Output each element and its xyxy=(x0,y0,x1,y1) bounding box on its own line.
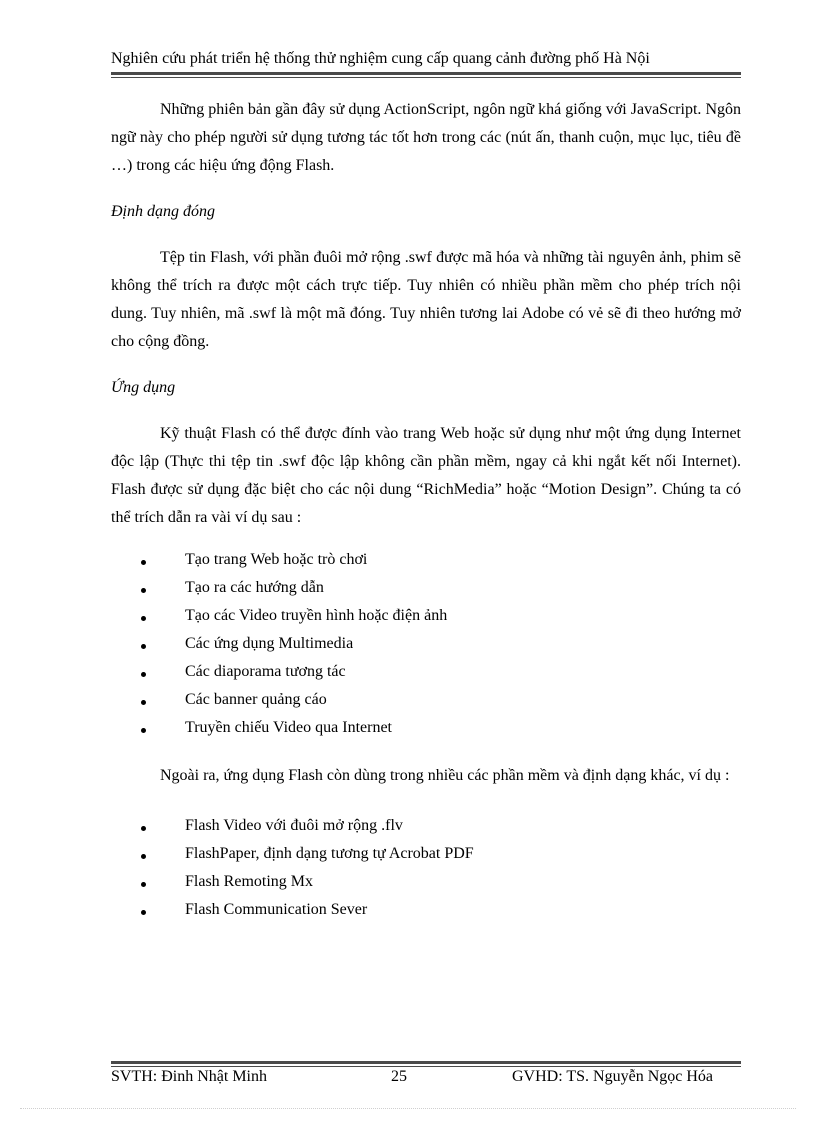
usage-paragraph-2: Ngoài ra, ứng dụng Flash còn dùng trong nhiều các phần mềm và định dạng khác, ví dụ : xyxy=(160,767,730,784)
format-paragraph: Tệp tin Flash, với phần đuôi mở rộng .swf được mã hóa và những tài nguyên ảnh, phim sẽ không thể trích ra được một cách trực tiếp. Tuy nhiên có nhiều phần mềm cho phép trích nội dung. Tuy nhiên, mã .swf là một mã đóng. Tuy nhiên tương lai Adobe có vẻ sẽ đi theo hướng mở cho cộng đồng. xyxy=(111,249,741,350)
footer-advisor: GVHD: TS. Nguyễn Ngọc Hóa xyxy=(512,1068,714,1085)
list-item xyxy=(111,602,741,630)
bullet-icon xyxy=(141,672,146,677)
bullet-icon xyxy=(141,560,146,565)
list-item xyxy=(111,630,741,658)
section-heading-usage: Ứng dụng xyxy=(111,379,176,396)
list-item xyxy=(111,574,741,602)
list-item xyxy=(111,812,741,840)
list-item-text: Các ứng dụng Multimedia xyxy=(185,635,354,652)
list-item xyxy=(111,546,741,574)
bullet-icon xyxy=(141,616,146,621)
footer-student: SVTH: Đinh Nhật Minh xyxy=(111,1068,267,1085)
list-item-text: Truyền chiếu Video qua Internet xyxy=(185,719,392,736)
list-item-text: Flash Video với đuôi mở rộng .flv xyxy=(185,817,403,834)
bullet-icon xyxy=(141,588,146,593)
intro-paragraph: Những phiên bản gần đây sử dụng ActionScript, ngôn ngữ khá giống với JavaScript. Ngôn ngữ này cho phép người sử dụng tương tác tốt hơn trong các (nút ấn, thanh cuộn, mục lục, tiêu đề …) trong các hiệu ứng động Flash. xyxy=(111,101,741,174)
list-item-text: Tạo các Video truyền hình hoặc điện ảnh xyxy=(185,607,448,624)
spacer xyxy=(111,790,741,812)
formats-bullet-list xyxy=(111,812,741,924)
list-item-text: Flash Remoting Mx xyxy=(185,873,314,890)
list-item-text: Flash Communication Sever xyxy=(185,901,368,918)
spacer xyxy=(111,402,741,420)
list-item-text: Các diaporama tương tác xyxy=(185,663,346,680)
list-item xyxy=(111,840,741,868)
list-item-text: Tạo ra các hướng dẫn xyxy=(185,579,324,596)
running-header: Nghiên cứu phát triển hệ thống thử nghiệm cung cấp quang cảnh đường phố Hà Nội xyxy=(111,50,650,67)
usage-bullet-list xyxy=(111,546,741,742)
usage-paragraph: Kỹ thuật Flash có thể được đính vào trang Web hoặc sử dụng như một ứng dụng Internet độc lập (Thực thi tệp tin .swf độc lập không cần phần mềm, ngay cả khi ngắt kết nối Internet). Flash được sử dụng đặc biệt cho các nội dung “RichMedia” hoặc “Motion Design”. Chúng ta có thể trích dẫn ra vài ví dụ sau : xyxy=(111,425,741,526)
spacer xyxy=(111,180,741,198)
list-item xyxy=(111,658,741,686)
list-item-text: Các banner quảng cáo xyxy=(185,691,327,708)
spacer xyxy=(111,742,741,762)
footer-rule-thick xyxy=(111,1061,741,1064)
footer-rule-thin xyxy=(111,1066,741,1067)
bullet-icon xyxy=(141,882,146,887)
list-item xyxy=(111,896,741,924)
spacer xyxy=(111,226,741,244)
list-item xyxy=(111,714,741,742)
list-item-text: FlashPaper, định dạng tương tự Acrobat PDF xyxy=(185,845,474,862)
bullet-icon xyxy=(141,644,146,649)
section-heading-format: Định dạng đóng xyxy=(111,203,215,220)
bullet-icon xyxy=(141,910,146,915)
page-edge-dotted-line xyxy=(20,1108,796,1109)
bullet-icon xyxy=(141,728,146,733)
list-item-text: Tạo trang Web hoặc trò chơi xyxy=(185,551,368,568)
header-rule-thick xyxy=(111,72,741,75)
list-item xyxy=(111,686,741,714)
list-item xyxy=(111,868,741,896)
page-number: 25 xyxy=(391,1068,407,1085)
spacer xyxy=(111,532,741,546)
page-body xyxy=(111,96,741,924)
spacer xyxy=(111,356,741,374)
bullet-icon xyxy=(141,826,146,831)
bullet-icon xyxy=(141,700,146,705)
bullet-icon xyxy=(141,854,146,859)
header-rule-thin xyxy=(111,77,741,78)
